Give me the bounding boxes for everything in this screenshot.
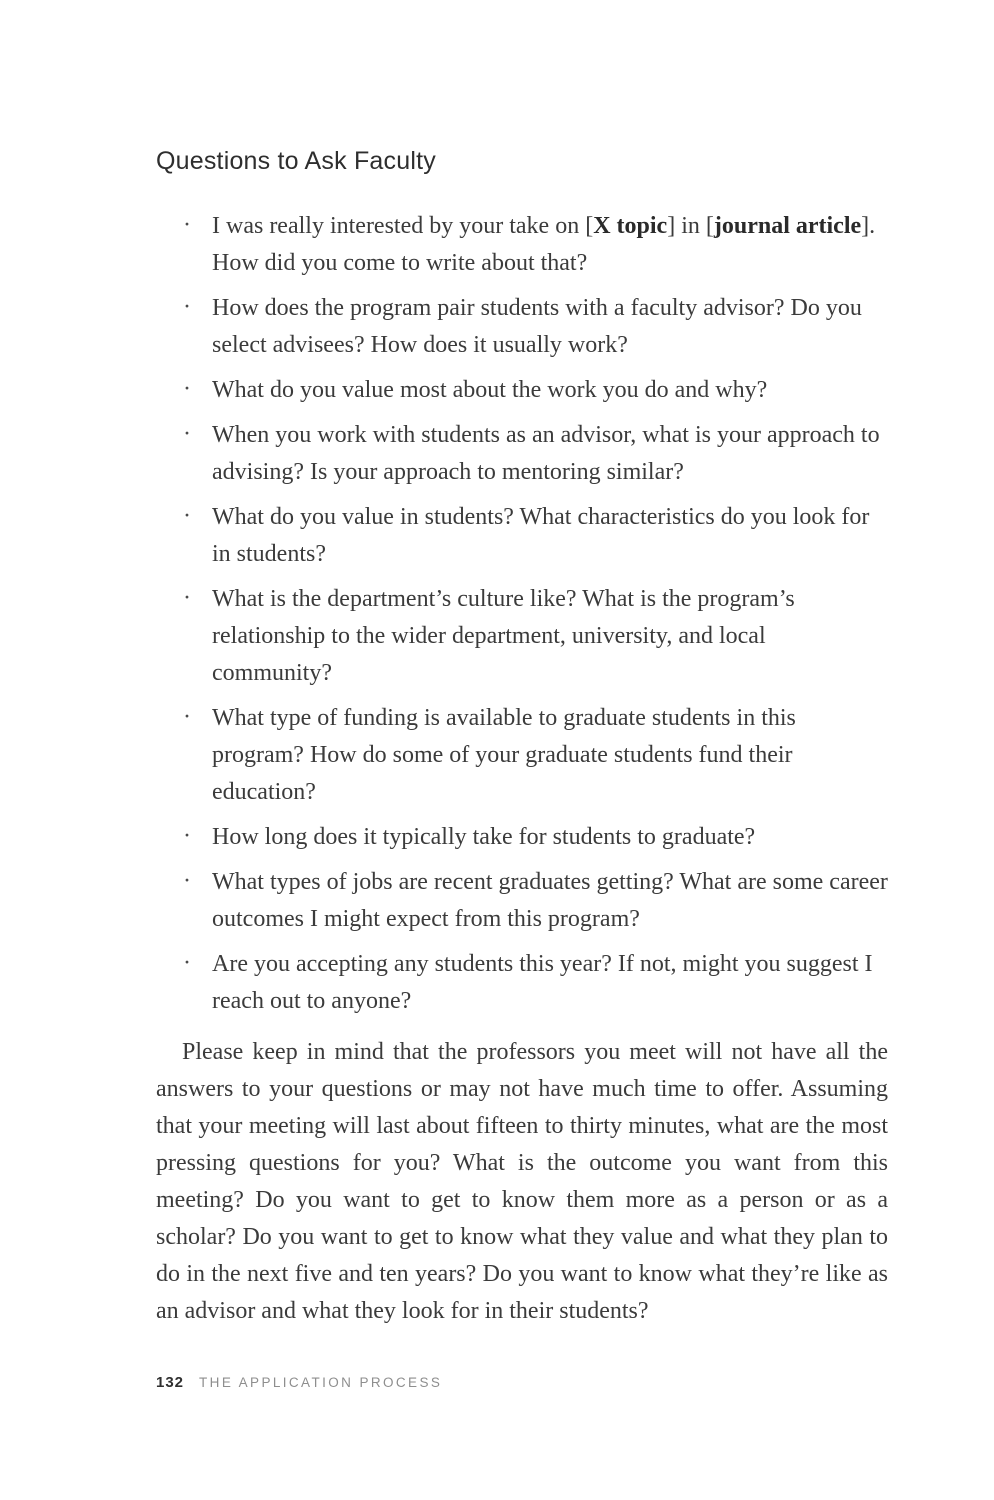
question-item — [156, 290, 888, 364]
bullet-icon: · — [183, 376, 191, 402]
question-item — [156, 499, 888, 573]
question-text: When you work with students as an advisor, what is your approach to advising? Is your approach to mentoring similar? — [212, 422, 880, 485]
question-item — [156, 372, 888, 409]
question-text: What is the department’s culture like? What is the program’s relationship to the wider department, university, and local community? — [212, 586, 795, 686]
question-text: How long does it typically take for students to graduate? — [212, 824, 756, 850]
closing-paragraph: Please keep in mind that the professors you meet will not have all the answers to your questions or may not have much time to offer. Assuming that your meeting will last about fifteen to thirty minutes, what are the most pressing questions for you? What is the outcome you want from this meeting? Do you want to get to know them more as a person or as a scholar? Do you want to get to know what they value and what they plan to do in the next five and ten years? Do you want to know what they’re like as an advisor and what they look for in their students? — [156, 1039, 888, 1324]
bullet-icon: · — [183, 823, 191, 849]
question-text: I was really interested by your take on [X topic] in [journal article]. How did you come to write about that? — [212, 213, 876, 276]
bullet-icon: · — [183, 868, 191, 894]
question-text: What type of funding is available to graduate students in this program? How do some of your graduate students fund their education? — [212, 705, 796, 805]
bullet-icon: · — [183, 950, 191, 976]
question-text: What do you value most about the work you do and why? — [212, 377, 768, 403]
bullet-icon: · — [183, 212, 191, 238]
page-footer — [156, 1374, 442, 1391]
bullet-icon: · — [183, 503, 191, 529]
question-item — [156, 864, 888, 938]
bullet-icon: · — [183, 704, 191, 730]
bullet-icon: · — [183, 421, 191, 447]
page-content — [156, 146, 888, 1330]
bullet-icon: · — [183, 294, 191, 320]
section-heading: Questions to Ask Faculty — [156, 147, 436, 175]
question-item — [156, 946, 888, 1020]
question-item — [156, 417, 888, 491]
question-item — [156, 700, 888, 811]
questions-list — [156, 208, 888, 1020]
question-item — [156, 819, 888, 856]
question-text: How does the program pair students with a faculty advisor? Do you select advisees? How does it usually work? — [212, 295, 862, 358]
page-number: 132 — [156, 1374, 185, 1391]
question-item — [156, 208, 888, 282]
running-header: THE APPLICATION PROCESS — [199, 1375, 443, 1390]
question-text: What types of jobs are recent graduates getting? What are some career outcomes I might expect from this program? — [212, 869, 888, 932]
question-text: Are you accepting any students this year? If not, might you suggest I reach out to anyone? — [212, 951, 873, 1014]
question-text: What do you value in students? What characteristics do you look for in students? — [212, 504, 870, 567]
bullet-icon: · — [183, 585, 191, 611]
question-item — [156, 581, 888, 692]
